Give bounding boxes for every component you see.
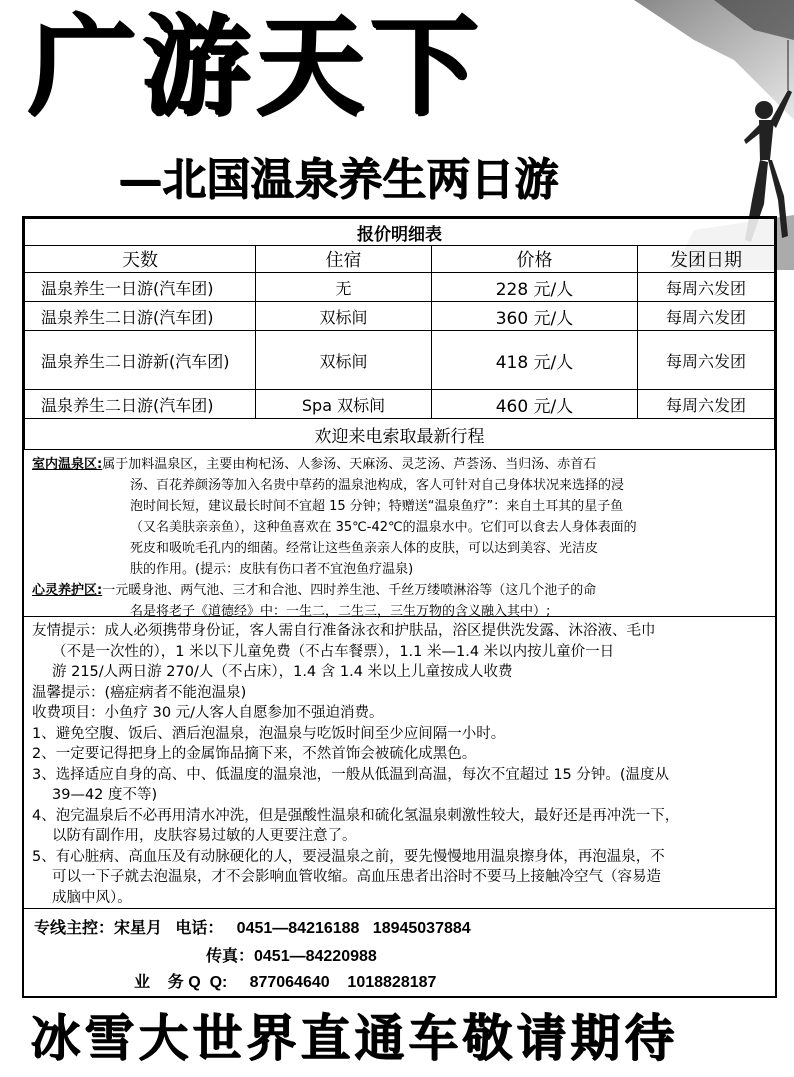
indoor-section: [32, 454, 768, 580]
tip-line: 以防有副作用，皮肤容易过敏的人更要注意了。: [52, 828, 357, 844]
pool-details: [32, 454, 768, 622]
spirit-line: 一元暖身池、两气池、三才和合池、四时养生池、千丝万缕喷淋浴等（这几个池子的命: [102, 583, 597, 598]
table-row: [25, 390, 775, 419]
indoor-label: 室内温泉区:: [32, 457, 103, 472]
row-lodging: Spa 双标间: [256, 390, 432, 419]
row-date: 每周六发团: [638, 273, 775, 302]
indoor-line: 肤的作用。(提示：皮肤有伤口者不宜泡鱼疗温泉): [130, 562, 414, 577]
footer-slogan: 冰雪大世界直通车敬请期待: [30, 1008, 678, 1067]
tip-line: 39—42 度不等): [52, 787, 158, 803]
indoor-line: （又名美肤亲亲鱼），这种鱼喜欢在 35℃-42℃的温泉水中。它们可以食去人身体表面的: [130, 520, 637, 535]
header-days: 天数: [25, 246, 256, 273]
tip-line: 温馨提示：(癌症病者不能泡温泉): [32, 684, 247, 701]
indoor-line: 汤、百花养颜汤等加入名贵中草药的温泉池构成，客人可针对自己身体状况来选择的浸: [130, 478, 625, 493]
tip-line: 4、泡完温泉后不必再用清水冲洗，但是强酸性温泉和硫化氢温泉刺激性较大，最好还是再冲洗一下，: [32, 807, 680, 824]
spirit-line: 名是将老子《道德经》中：一生二，二生三，三生万物的含义融入其中）;: [130, 604, 551, 619]
row-date: 每周六发团: [638, 302, 775, 331]
welcome-banner: 欢迎来电索取最新行程: [25, 419, 775, 450]
row-name: 温泉养生二日游(汽车团): [25, 302, 256, 331]
row-price: 418 元/人: [432, 331, 638, 390]
header-lodging: 住宿: [256, 246, 432, 273]
tips-section: [24, 616, 775, 908]
price-table-caption: 报价明细表: [25, 219, 775, 246]
tip-line: 5、有心脏病、高血压及有动脉硬化的人，要浸温泉之前，要先慢慢地用温泉擦身体，再泡温泉，不: [32, 848, 665, 865]
row-price: 360 元/人: [432, 302, 638, 331]
header-date: 发团日期: [638, 246, 775, 273]
contact-fax: 传真：0451—84220988: [206, 948, 377, 965]
indoor-line: 泡时间长短，建议最长时间不宜超 15 分钟；特赠送“温泉鱼疗”：来自土耳其的星子鱼: [130, 499, 624, 514]
contact-section: [24, 908, 775, 997]
tip-line: 游 215/人两日游 270/人（不占床），1.4 含 1.4 米以上儿童按成人收费: [52, 664, 513, 680]
row-name: 温泉养生二日游新(汽车团): [25, 331, 256, 390]
row-lodging: 双标间: [256, 302, 432, 331]
tip-line: 2、一定要记得把身上的金属饰品摘下来，不然首饰会被硫化成黑色。: [32, 746, 477, 762]
tip-line: （不是一次性的），1 米以下儿童免费（不占车餐票），1.1 米—1.4 米以内按儿童价一日: [52, 643, 615, 660]
row-date: 每周六发团: [638, 390, 775, 419]
contact-qq: 业 务 Q Q: 877064640 1018828187: [134, 974, 437, 991]
row-lodging: 无: [256, 273, 432, 302]
row-name: 温泉养生二日游(汽车团): [25, 390, 256, 419]
price-table: [24, 218, 775, 450]
content-frame: [22, 216, 777, 998]
page-title: 广游天下: [28, 4, 485, 130]
tip-line: 收费项目：小鱼疗 30 元/人客人自愿参加不强迫消费。: [32, 705, 384, 721]
row-date: 每周六发团: [638, 331, 775, 390]
table-row: [25, 302, 775, 331]
tip-line: 友情提示：成人必须携带身份证，客人需自行准备泳衣和护肤品，浴区提供洗发露、沐浴液、毛巾: [32, 623, 656, 639]
row-price: 228 元/人: [432, 273, 638, 302]
table-row: [25, 331, 775, 390]
row-price: 460 元/人: [432, 390, 638, 419]
tip-line: 可以一下子就去泡温泉，才不会影响血管收缩。高血压患者出浴时不要马上接触冷空气（容易造: [52, 869, 661, 885]
tip-line: 成脑中风）。: [52, 889, 132, 906]
row-name: 温泉养生一日游(汽车团): [25, 273, 256, 302]
tip-line: 1、避免空腹、饭后、酒后泡温泉，泡温泉与吃饭时间至少应间隔一小时。: [32, 725, 506, 742]
page-subtitle: —北国温泉养生两日游: [118, 154, 558, 205]
contact-phone: 专线主控：宋星月 电话： 0451—84216188 18945037884: [34, 920, 471, 937]
header-price: 价格: [432, 246, 638, 273]
indoor-line: 死皮和吸吮毛孔内的细菌。经常让这些鱼亲亲人体的皮肤，可以达到美容、光洁皮: [130, 541, 599, 556]
spirit-label: 心灵养护区:: [32, 583, 103, 598]
row-lodging: 双标间: [256, 331, 432, 390]
tip-line: 3、选择适应自身的高、中、低温度的温泉池，一般从低温到高温，每次不宜超过 15 分钟。(温度从: [32, 766, 670, 783]
table-row: [25, 273, 775, 302]
indoor-line: 属于加料温泉区，主要由枸杞汤、人参汤、天麻汤、灵芝汤、芦荟汤、当归汤、赤首石: [102, 457, 597, 472]
